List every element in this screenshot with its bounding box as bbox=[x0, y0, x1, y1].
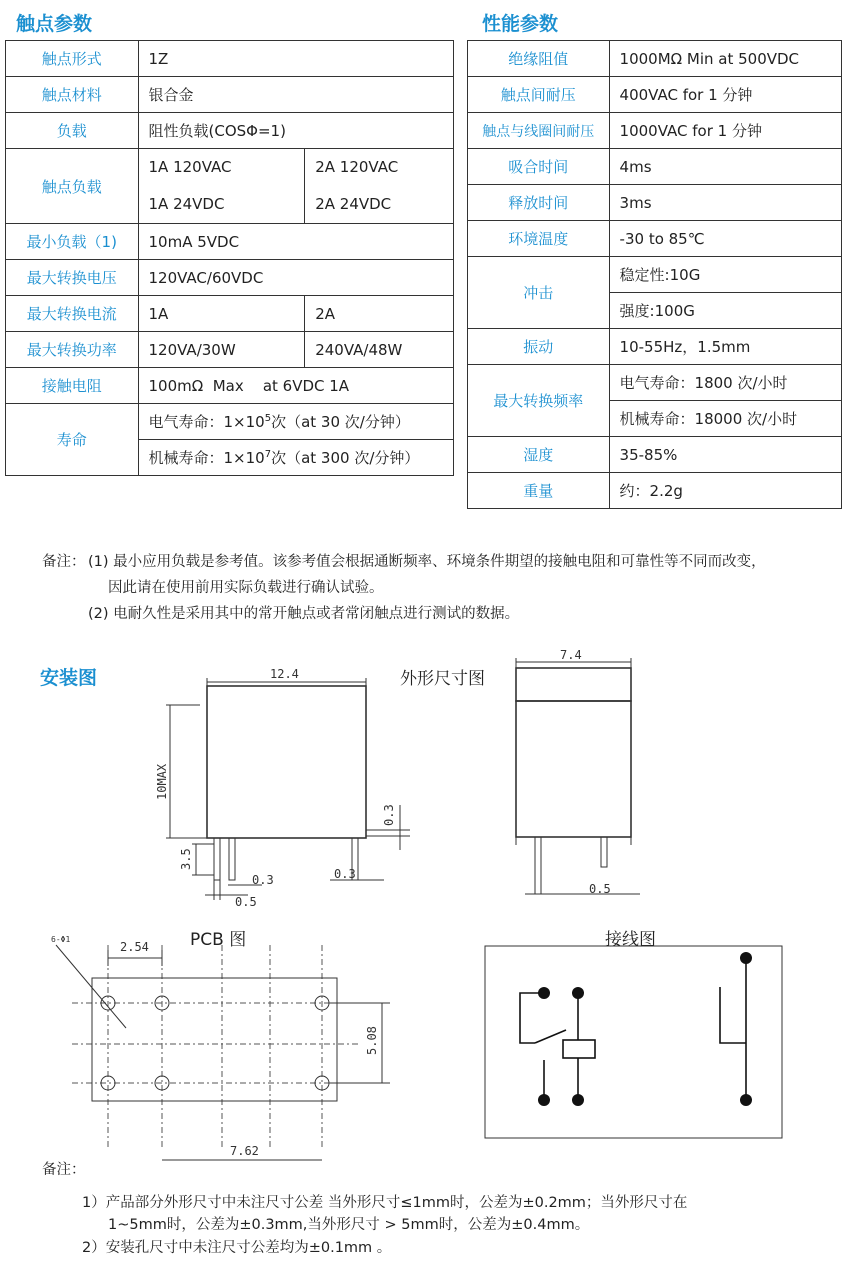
remark-1-cont: 因此请在使用前用实际负载进行确认试验。 bbox=[108, 580, 384, 596]
param-value: 400VAC for 1 分钟 bbox=[609, 77, 841, 113]
relay-side-body bbox=[516, 701, 631, 837]
contact-load-1b: 1A 24VDC bbox=[148, 195, 225, 213]
param-value: 电气寿命：1800 次/小时 bbox=[609, 365, 841, 401]
param-value: 1A bbox=[138, 296, 305, 332]
param-value: 4ms bbox=[609, 149, 841, 185]
param-key: 最大转换电压 bbox=[6, 260, 139, 296]
dim-width: 12.4 bbox=[270, 667, 299, 681]
table-row bbox=[6, 149, 454, 224]
table-row bbox=[468, 437, 842, 473]
bottom-note-1: 1）产品部分外形尺寸中未注尺寸公差 当外形尺寸≤1mm时，公差为±0.2mm；当外形尺寸在 bbox=[82, 1195, 688, 1211]
relay-side-pin bbox=[601, 837, 607, 867]
param-value: 1000MΩ Min at 500VDC bbox=[609, 41, 841, 77]
table-row bbox=[468, 113, 842, 149]
dim-height: 10MAX bbox=[155, 763, 169, 800]
param-value: 2A bbox=[305, 296, 454, 332]
param-key: 冲击 bbox=[468, 257, 610, 329]
param-key: 绝缘阻值 bbox=[468, 41, 610, 77]
dim-pin-length: 3.5 bbox=[179, 848, 193, 870]
param-key: 释放时间 bbox=[468, 185, 610, 221]
table-row bbox=[468, 473, 842, 509]
table-row bbox=[6, 296, 454, 332]
contact-load-2b: 2A 24VDC bbox=[315, 195, 392, 213]
param-value: 10mA 5VDC bbox=[138, 224, 454, 260]
param-key: 最大转换功率 bbox=[6, 332, 139, 368]
table-row bbox=[468, 365, 842, 401]
param-value: 10-55Hz，1.5mm bbox=[609, 329, 841, 365]
param-value: 120VAC/60VDC bbox=[138, 260, 454, 296]
table-row bbox=[468, 329, 842, 365]
dim-side-pin: 0.5 bbox=[589, 882, 611, 896]
dim-pin-w1: 0.3 bbox=[252, 873, 274, 887]
table-row bbox=[468, 185, 842, 221]
dim-thickness: 0.3 bbox=[382, 804, 396, 826]
param-value bbox=[305, 149, 454, 224]
dim-pin-w2: 0.3 bbox=[334, 867, 356, 881]
param-value: 稳定性:10G bbox=[609, 257, 841, 293]
param-key: 触点负载 bbox=[6, 149, 139, 224]
param-key: 最大转换频率 bbox=[468, 365, 610, 437]
relay-side-top bbox=[516, 668, 631, 701]
relay-front-body bbox=[207, 686, 366, 838]
perf-params-table bbox=[467, 40, 842, 509]
table-row bbox=[468, 149, 842, 185]
contact-section-title: 触点参数 bbox=[16, 13, 93, 35]
dim-row-gap: 5.08 bbox=[365, 1026, 379, 1055]
contact-params-table bbox=[5, 40, 454, 476]
contact-load-1a: 1A 120VAC bbox=[148, 158, 232, 176]
table-row bbox=[6, 224, 454, 260]
table-row bbox=[6, 404, 454, 440]
perf-section-title: 性能参数 bbox=[482, 13, 559, 35]
param-value: 强度:100G bbox=[609, 293, 841, 329]
table-row bbox=[6, 260, 454, 296]
param-value: 1Z bbox=[138, 41, 454, 77]
param-key: 触点材料 bbox=[6, 77, 139, 113]
remark-1: (1) 最小应用负载是参考值。该参考值会根据通断频率、环境条件期望的接触电阻和可靠性等不同而改变， bbox=[88, 554, 766, 570]
param-key: 湿度 bbox=[468, 437, 610, 473]
table-row bbox=[6, 113, 454, 149]
param-value: 电气寿命：$1\times 10^5$次（at 30 次/分钟） bbox=[138, 404, 454, 440]
param-value: 机械寿命：18000 次/小时 bbox=[609, 401, 841, 437]
param-key: 环境温度 bbox=[468, 221, 610, 257]
table-row bbox=[468, 257, 842, 293]
wiring-label: 接线图 bbox=[605, 930, 656, 950]
param-value: -30 to 85℃ bbox=[609, 221, 841, 257]
terminal bbox=[740, 1094, 752, 1106]
relay-pin bbox=[214, 838, 220, 880]
param-value: 3ms bbox=[609, 185, 841, 221]
dim-pitch: 2.54 bbox=[120, 940, 149, 954]
param-key: 吸合时间 bbox=[468, 149, 610, 185]
param-value bbox=[138, 149, 305, 224]
coil-symbol bbox=[563, 1040, 595, 1058]
param-key: 振动 bbox=[468, 329, 610, 365]
dim-side-width: 7.4 bbox=[560, 648, 582, 662]
param-key: 负载 bbox=[6, 113, 139, 149]
relay-pin bbox=[229, 838, 235, 880]
table-row bbox=[6, 41, 454, 77]
terminal bbox=[538, 987, 550, 999]
wiring-lines bbox=[520, 957, 746, 1100]
terminal bbox=[572, 987, 584, 999]
install-drawings bbox=[0, 640, 855, 1170]
table-row bbox=[6, 368, 454, 404]
param-value: 银合金 bbox=[138, 77, 454, 113]
wiring-frame bbox=[485, 946, 782, 1138]
outline-label: 外形尺寸图 bbox=[400, 669, 485, 689]
param-value: 100mΩ Max at 6VDC 1A bbox=[138, 368, 454, 404]
terminal bbox=[740, 952, 752, 964]
table-row bbox=[6, 332, 454, 368]
terminal bbox=[572, 1094, 584, 1106]
pcb-label: PCB 图 bbox=[190, 930, 247, 950]
table-row bbox=[468, 77, 842, 113]
bottom-notes-lead: 备注： bbox=[42, 1162, 86, 1178]
remark-2: (2) 电耐久性是采用其中的常开触点或者常闭触点进行测试的数据。 bbox=[88, 606, 520, 622]
param-key: 触点形式 bbox=[6, 41, 139, 77]
param-value: 1000VAC for 1 分钟 bbox=[609, 113, 841, 149]
table-row bbox=[468, 41, 842, 77]
relay-side-pin bbox=[535, 837, 541, 894]
param-value: 240VA/48W bbox=[305, 332, 454, 368]
dim-pin-w3: 0.5 bbox=[235, 895, 257, 909]
param-value: 35-85% bbox=[609, 437, 841, 473]
param-key: 重量 bbox=[468, 473, 610, 509]
param-key: 最小负载（1) bbox=[6, 224, 139, 260]
bottom-note-2: 2）安装孔尺寸中未注尺寸公差均为±0.1mm 。 bbox=[82, 1240, 392, 1256]
table-row bbox=[468, 221, 842, 257]
param-value: 阻性负载(COSΦ=1) bbox=[138, 113, 454, 149]
param-value: 约：2.2g bbox=[609, 473, 841, 509]
bottom-note-1-cont: 1~5mm时，公差为±0.3mm,当外形尺寸 > 5mm时，公差为±0.4mm。 bbox=[108, 1217, 590, 1233]
param-key: 触点间耐压 bbox=[468, 77, 610, 113]
contact-load-2a: 2A 120VAC bbox=[315, 158, 399, 176]
remarks-lead: 备注： bbox=[42, 554, 86, 570]
param-key: 寿命 bbox=[6, 404, 139, 476]
param-key: 接触电阻 bbox=[6, 368, 139, 404]
terminal bbox=[538, 1094, 550, 1106]
dim-hole: 6-Φ1 bbox=[51, 935, 71, 944]
install-section-title: 安装图 bbox=[40, 667, 98, 689]
table-row bbox=[6, 77, 454, 113]
param-value: 120VA/30W bbox=[138, 332, 305, 368]
param-key: 最大转换电流 bbox=[6, 296, 139, 332]
param-value: 机械寿命：$1\times 10^7$次（at 300 次/分钟） bbox=[138, 440, 454, 476]
param-key: 触点与线圈间耐压 bbox=[468, 113, 610, 149]
dim-col-gap: 7.62 bbox=[230, 1144, 259, 1158]
